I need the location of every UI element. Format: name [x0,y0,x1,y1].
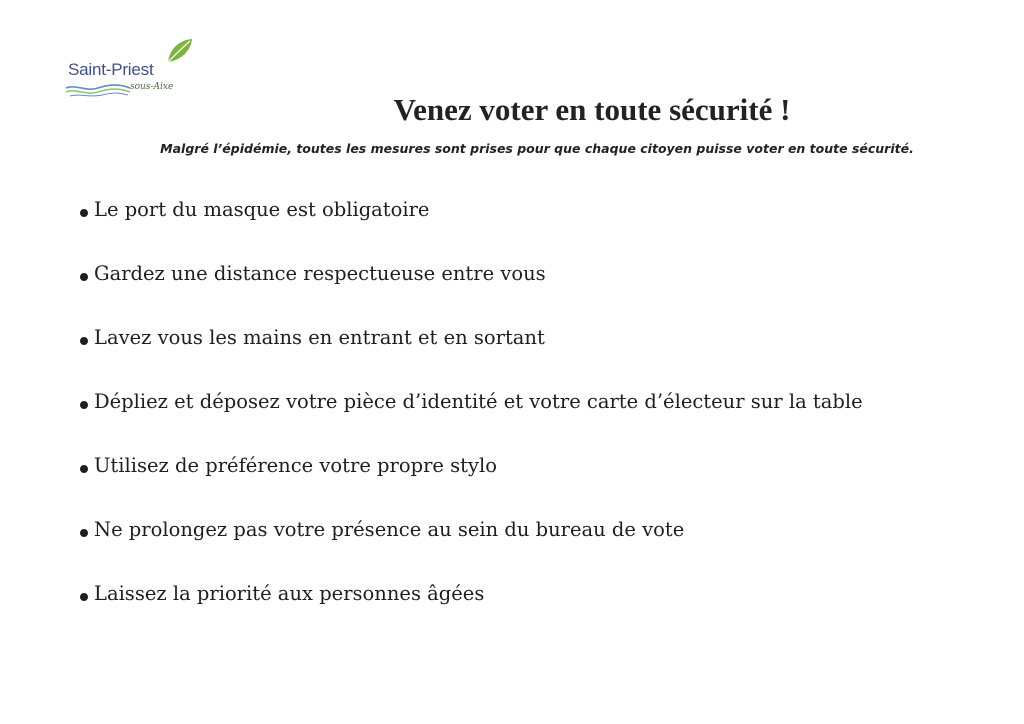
logo-subtitle: sous-Aixe [130,82,174,92]
page-title: Venez voter en toute sécurité ! [393,92,791,127]
bullet-icon [80,465,88,473]
rule-text: Gardez une distance respectueuse entre vous [94,262,546,285]
rule-text: Lavez vous les mains en entrant et en sortant [94,326,545,349]
bullet-icon [80,529,88,537]
rule-text: Utilisez de préférence votre propre stylo [94,454,497,477]
bullet-icon [80,593,88,601]
bullet-icon [80,337,88,345]
bullet-icon [80,209,88,217]
bullet-icon [80,273,88,281]
rule-text: Dépliez et déposez votre pièce d’identité et votre carte d’électeur sur la table [94,390,863,413]
rule-item [80,326,863,390]
page-subtitle: Malgré l’épidémie, toutes les mesures sont prises pour que chaque citoyen puisse voter en toute sécurité. [160,141,914,156]
rule-item [80,390,863,454]
bullet-icon [80,401,88,409]
rule-item [80,518,863,582]
rule-item [80,198,863,262]
logo-name: Saint-Priest [68,60,154,79]
rule-item [80,454,863,518]
rule-text: Ne prolongez pas votre présence au sein du bureau de vote [94,518,685,541]
rule-text: Le port du masque est obligatoire [94,198,430,221]
rules-list [80,198,863,646]
rule-item [80,582,863,646]
leaf-icon [164,38,194,64]
rule-text: Laissez la priorité aux personnes âgées [94,582,485,605]
rule-item [80,262,863,326]
